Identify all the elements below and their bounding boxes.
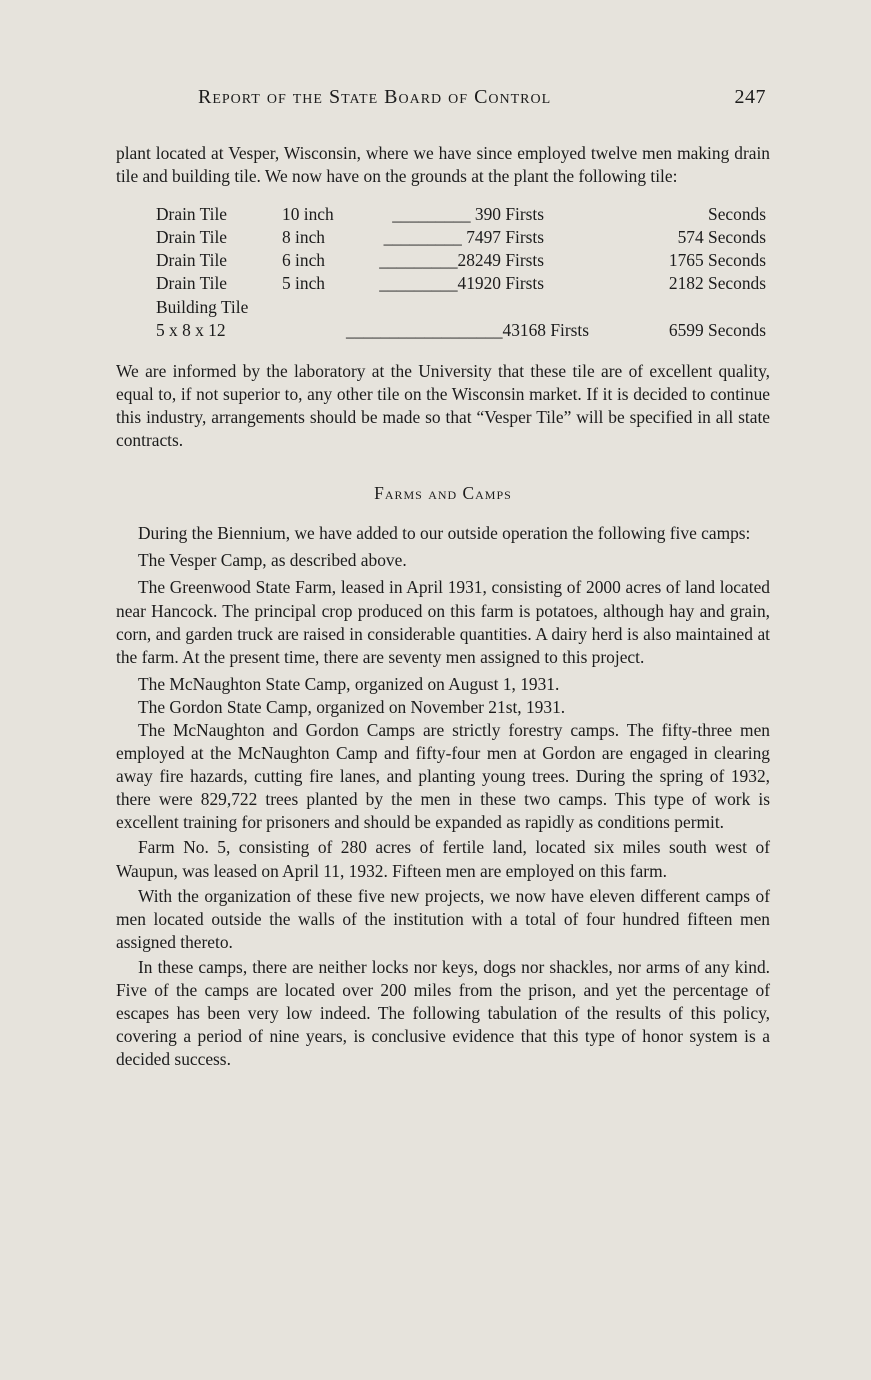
paragraph: The Vesper Camp, as described above. <box>138 550 407 571</box>
header-title: Report of the State Board of Control <box>198 86 552 108</box>
table-row <box>156 226 770 249</box>
table-row <box>156 203 770 226</box>
tile-type: Drain Tile <box>156 227 228 248</box>
paragraph: The Gordon State Camp, organized on November 21st, 1931. <box>138 696 566 717</box>
paragraph: The Greenwood State Farm, leased in April 1931, consisting of 2000 acres of land located near Hancock. The principal crop produced on this farm is potatoes, although hay and grain, corn, and garden truck are raised in considerable quantities. A dairy herd is also maintained at the farm. At the present time, there are seventy men assigned to this project. <box>116 577 770 667</box>
section-heading: Farms and Camps <box>374 483 512 504</box>
tile-type: Building Tile <box>156 296 249 317</box>
page-number: 247 <box>734 86 766 108</box>
table-row <box>156 319 770 342</box>
body-text <box>116 142 770 1071</box>
tile-firsts: _________ 390 Firsts <box>392 204 544 225</box>
paragraph: With the organization of these five new projects, we now have eleven different camps of men located outside the walls of the institution with a total of four hundred fifteen men assigned thereto. <box>116 885 770 952</box>
tile-type: Drain Tile <box>156 273 228 294</box>
paragraph: During the Biennium, we have added to our outside operation the following five camps: <box>138 523 751 544</box>
table-row <box>156 249 770 272</box>
tile-seconds: 6599 Seconds <box>668 319 766 340</box>
tile-inventory-table <box>156 203 770 342</box>
paragraph: The McNaughton State Camp, organized on August 1, 1931. <box>138 673 560 694</box>
tile-type: 5 x 8 x 12 <box>156 319 226 340</box>
tile-seconds: 1765 Seconds <box>668 250 766 271</box>
paragraph: The McNaughton and Gordon Camps are strictly forestry camps. The fifty-three men employed at the McNaughton Camp and fifty-four men at Gordon are engaged in clearing away fire hazards, cutting fire lanes, and planting young trees. During the spring of 1932, there were 829,722 trees planted by the men in these two camps. This type of work is excellent training for prisoners and should be expanded as rapidly as conditions permit. <box>116 719 770 833</box>
intro-paragraph: plant located at Vesper, Wisconsin, where we have since employed twelve men making drain tile and building tile. We now have on the grounds at the plant the following tile: <box>116 143 770 187</box>
tile-size: 6 inch <box>282 250 325 271</box>
tile-paragraph: We are informed by the laboratory at the University that these tile are of excellent quality, equal to, if not superior to, any other tile on the Wisconsin market. If it is decided to continue this industry, arrangements should be made so that “Vesper Tile” will be specified in all state contracts. <box>116 360 770 451</box>
table-row <box>156 272 770 295</box>
tile-firsts: _________28249 Firsts <box>379 250 544 271</box>
tile-size: 10 inch <box>282 204 334 225</box>
paragraph: Farm No. 5, consisting of 280 acres of fertile land, located six miles south west of Waupun, was leased on April 11, 1932. Fifteen men are employed on this farm. <box>116 837 770 881</box>
tile-seconds: 574 Seconds <box>677 227 766 248</box>
tile-type: Drain Tile <box>156 250 228 271</box>
running-header <box>198 86 766 109</box>
tile-firsts: __________________43168 Firsts <box>346 319 590 340</box>
paragraph: In these camps, there are neither locks nor keys, dogs nor shackles, nor arms of any kind. Five of the camps are located over 200 miles from the prison, and yet the percentage of escapes has been very low indeed. The following tabulation of the results of this policy, covering a period of nine years, is conclusive evidence that this type of honor system is a decided success. <box>116 956 770 1070</box>
tile-firsts: _________ 7497 Firsts <box>383 227 544 248</box>
tile-size: 5 inch <box>282 273 325 294</box>
tile-type: Drain Tile <box>156 204 228 225</box>
table-row <box>156 296 770 319</box>
tile-size: 8 inch <box>282 227 325 248</box>
tile-seconds: 2182 Seconds <box>668 273 766 294</box>
tile-firsts: _________41920 Firsts <box>379 273 544 294</box>
tile-seconds: Seconds <box>708 204 766 225</box>
